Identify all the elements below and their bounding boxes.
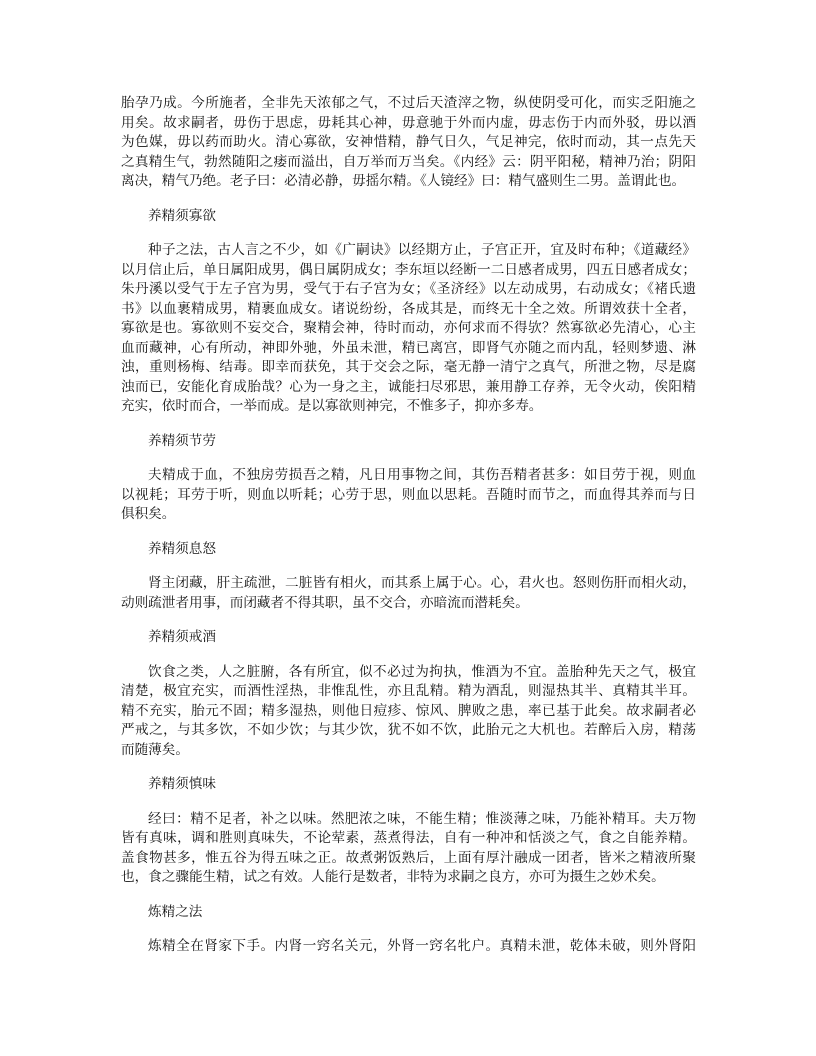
text-line: 以视耗；耳劳于听，则血以听耗；心劳于思，则血以思耗。吾随时而节之，而血得其养而与日 — [121, 486, 696, 503]
text-line: 经曰：精不足者，补之以味。然肥浓之味，不能生精；惟淡薄之味，乃能补精耳。夫万物 — [148, 810, 696, 827]
paragraph — [121, 810, 696, 888]
text-line: 精不充实，胎元不固；精多湿热，则他日痘疹、惊风、脾败之患，率已基于此矣。故求嗣者必 — [121, 702, 696, 719]
text-line: 严戒之，与其多饮，不如少饮；与其少饮，犹不如不饮，此胎元之大机也。若醉后入房，精荡 — [121, 722, 696, 738]
paragraph — [121, 466, 696, 525]
text-line: 充实，依时而合，一举而成。是以寡欲则神完，不惟多子，抑亦多寿。 — [121, 398, 543, 414]
section-heading: 炼精之法 — [148, 903, 203, 920]
text-line: 清楚，极宜充实，而酒性淫热，非惟乱性，亦且乱精。精为酒乱，则湿热其半、真精其半耳。 — [121, 683, 696, 699]
text-line: 肾主闭藏，肝主疏泄，二脏皆有相火，而其系上属于心。心，君火也。怒则伤肝而相火动， — [148, 575, 696, 591]
text-line: 动则疏泄者用事，而闭藏者不得其职，虽不交合，亦暗流而潜耗矣。 — [121, 594, 529, 611]
text-line: 为色媒，毋以药而助火。清心寡欲，安神惜精，静气日久，气足神完，依时而动，其一点先天 — [121, 134, 696, 150]
paragraph — [121, 937, 696, 957]
text-line: 种子之法，古人言之不少，如《广嗣诀》以经期方止，子宫正开，宜及时布种；《道藏经》 — [148, 242, 696, 258]
text-line: 也，食之骤能生精，试之有效。人能行是数者，非特为求嗣之良方，亦可为摄生之妙术矣。 — [121, 869, 665, 885]
section-heading: 养精须息怒 — [148, 540, 216, 557]
section-heading: 养精须慎味 — [148, 776, 216, 792]
text-line: 朱丹溪以受气于左子宫为男，受气于右子宫为女；《圣济经》以左动成男，右动成女；《褚氏遗 — [121, 281, 696, 297]
text-line: 炼精全在肾家下手。内肾一窍名关元，外肾一窍名牝户。真精未泄，乾体未破，则外肾阳 — [148, 938, 696, 954]
text-line: 离决，精气乃绝。老子曰：必清必静，毋摇尔精。《人镜经》曰：精气盛则生二男。盖谓此也。 — [121, 173, 686, 189]
text-line: 盖食物甚多，惟五谷为得五味之正。故煮粥饭熟后，上面有厚汁融成一团者，皆米之精液所聚 — [121, 849, 696, 866]
text-line: 而随薄矣。 — [121, 741, 189, 758]
text-line: 寡欲是也。寡欲则不妄交合，聚精会神，待时而动，亦何求而不得欤？然寡欲必先清心，心主 — [121, 320, 696, 336]
text-line: 胎孕乃成。今所施者，全非先天浓郁之气，不过后天渣滓之物，纵使阴受可化，而实乏阳施之 — [121, 95, 696, 111]
paragraph — [121, 663, 696, 761]
section-heading: 养精须寡欲 — [148, 207, 216, 224]
text-line: 浊而已，安能化育成胎哉？心为一身之主，诚能扫尽邪思，兼用静工存养，无令火动，俟阳精 — [121, 378, 696, 395]
text-line: 饮食之类，人之脏腑，各有所宜，似不必过为拘执，惟酒为不宜。盖胎种先天之气，极宜 — [148, 663, 696, 680]
paragraph — [121, 574, 696, 613]
document-page — [121, 94, 696, 957]
section-heading: 养精须节劳 — [148, 432, 216, 449]
paragraph — [121, 94, 696, 192]
text-line: 以月信止后，单日属阳成男，偶日属阴成女；李东垣以经断一二日感者成男，四五日感者成女； — [121, 261, 696, 278]
text-line: 夫精成于血，不独房劳损吾之精，凡日用事物之间，其伤吾精者甚多：如目劳于视，则血 — [148, 467, 696, 483]
section-heading: 养精须戒酒 — [148, 629, 216, 645]
text-line: 之真精生气，勃然随阳之痿而溢出，自万举而万当矣。《内经》云：阴平阳秘，精神乃治；阴阳 — [121, 153, 696, 170]
text-line: 浊，重则杨梅、结毒。即幸而获免，其于交会之际，毫无静一清宁之真气，所泄之物，尽是腐 — [121, 359, 696, 375]
text-line: 书》以血裹精成男，精裹血成女。诸说纷纷，各成其是，而终无十全之效。所谓效获十全者， — [121, 300, 696, 317]
text-line: 用矣。故求嗣者，毋伤于思虑，毋耗其心神，毋意驰于外而内虚，毋志伤于内而外驳，毋以酒 — [121, 114, 696, 131]
text-line: 血而藏神，心有所动，神即外驰，外虽未泄，精已离宫，即肾气亦随之而内乱，轻则梦遗、淋 — [121, 339, 696, 356]
paragraph — [121, 241, 696, 417]
text-line: 俱积矣。 — [121, 506, 176, 522]
text-line: 皆有真味，调和胜则真味失，不论荤素，蒸煮得法，自有一种冲和恬淡之气，食之自能养精。 — [121, 830, 696, 846]
